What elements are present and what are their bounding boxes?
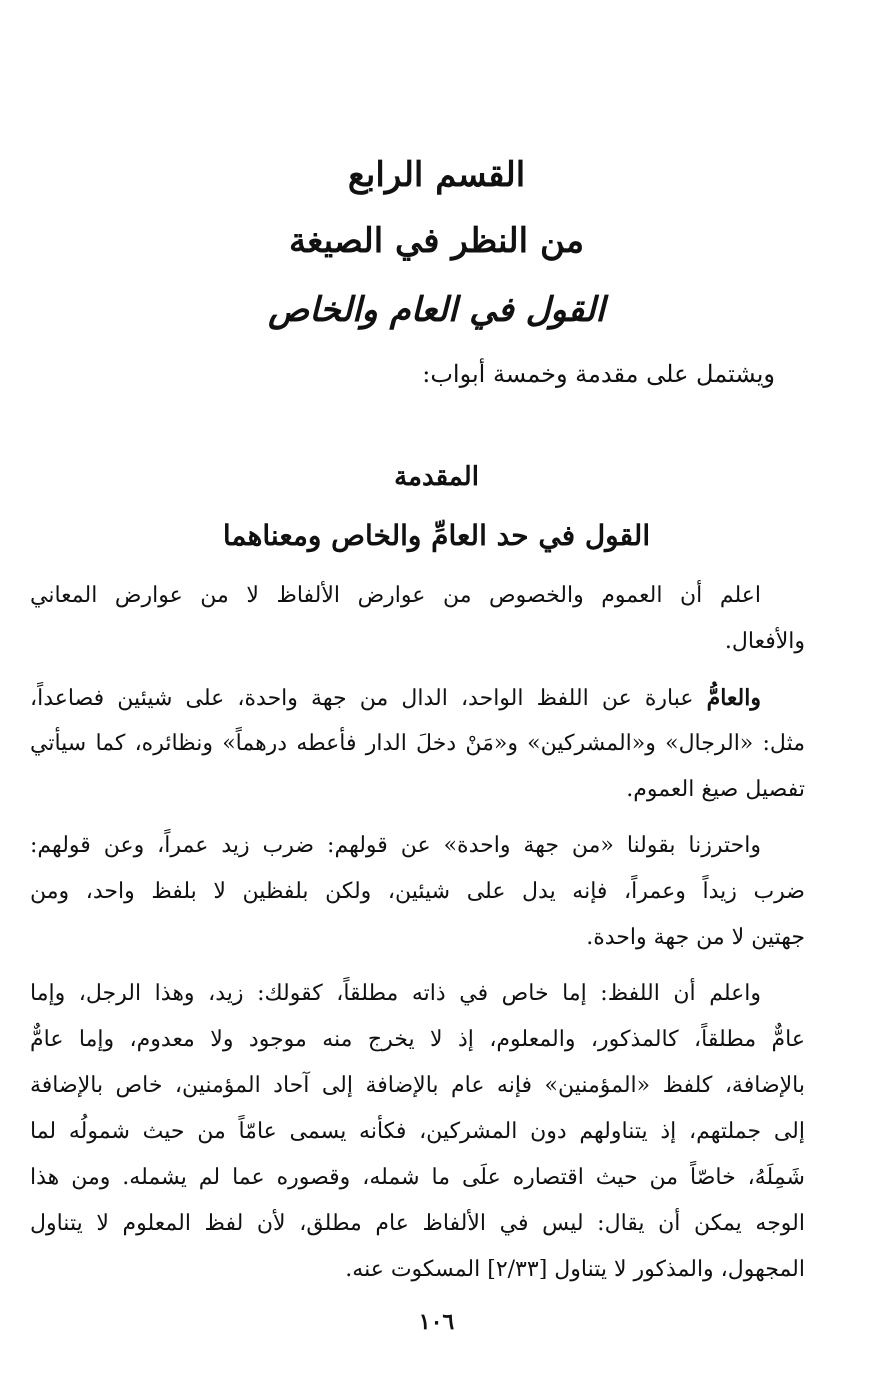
text-line: الوجه يمكن أن يقال: ليس في الألفاظ عام مطلق، لأن لفظ المعلوم لا يتناول [30,1211,805,1236]
text-line: اعلم أن العموم والخصوص من عوارض الألفاظ لا من عوارض المعاني [30,583,761,608]
paragraph-4 [30,971,805,1293]
text-line-rest: عبارة عن اللفظ الواحد، الدال من جهة واحدة، على شيئين فصاعداً، [30,686,694,711]
section-title: القسم الرابع [347,155,526,195]
text-line: ضرب زيداً وعمراً، فإنه يدل على شيئين، ولكن بلفظين لا بلفظ واحد، ومن [30,879,805,904]
section-subtitle: من النظر في الصيغة [288,221,585,261]
calligraphic-title: القول في العام والخاص [268,290,605,330]
text-line: واحترزنا بقولنا «من جهة واحدة» عن قولهم: ضرب زيد عمراً، وعن قولهم: [30,833,761,858]
text-line: عامٌّ مطلقاً، كالمذكور، والمعلوم، إذ لا يخرج منه موجود ولا معدوم، وإما عامٌّ [30,1027,805,1052]
intro-line: ويشتمل على مقدمة وخمسة أبواب: [422,360,775,388]
muqaddima-heading: المقدمة [394,462,479,492]
page-number: ١٠٦ [418,1309,455,1335]
paragraph-1 [30,573,805,665]
text-line: إلى جملتهم، إذ يتناولهم دون المشركين، فكأنه يسمى عامّاً من حيث شمولُه لما [30,1119,805,1144]
body-text [30,573,805,1293]
text-line: المجهول، والمذكور لا يتناول [٢/٣٣] المسكوت عنه. [345,1257,805,1282]
paragraph-2 [30,675,805,813]
lead-word: والعامُّ [706,685,761,711]
text-line: شَمِلَهُ، خاصّاً من حيث اقتصاره علَى ما شمله، وقصوره عما لم يشمله. ومن هذا [30,1165,805,1190]
chapter-heading: القول في حد العامِّ والخاص ومعناهما [222,519,651,552]
text-line: مثل: «الرجال» و«المشركين» و«مَنْ دخلَ الدار فأعطه درهماً» ونظائره، كما سيأتي [30,731,805,756]
text-line: بالإضافة، كلفظ «المؤمنين» فإنه عام بالإضافة إلى آحاد المؤمنين، خاص بالإضافة [30,1073,805,1098]
text-line: جهتين لا من جهة واحدة. [586,925,805,950]
text-line [30,675,805,721]
text-line: والأفعال. [724,629,805,654]
text-line: واعلم أن اللفظ: إما خاص في ذاته مطلقاً، كقولك: زيد، وهذا الرجل، وإما [30,981,761,1006]
paragraph-3 [30,823,805,961]
text-line: تفصيل صيغ العموم. [626,777,805,802]
